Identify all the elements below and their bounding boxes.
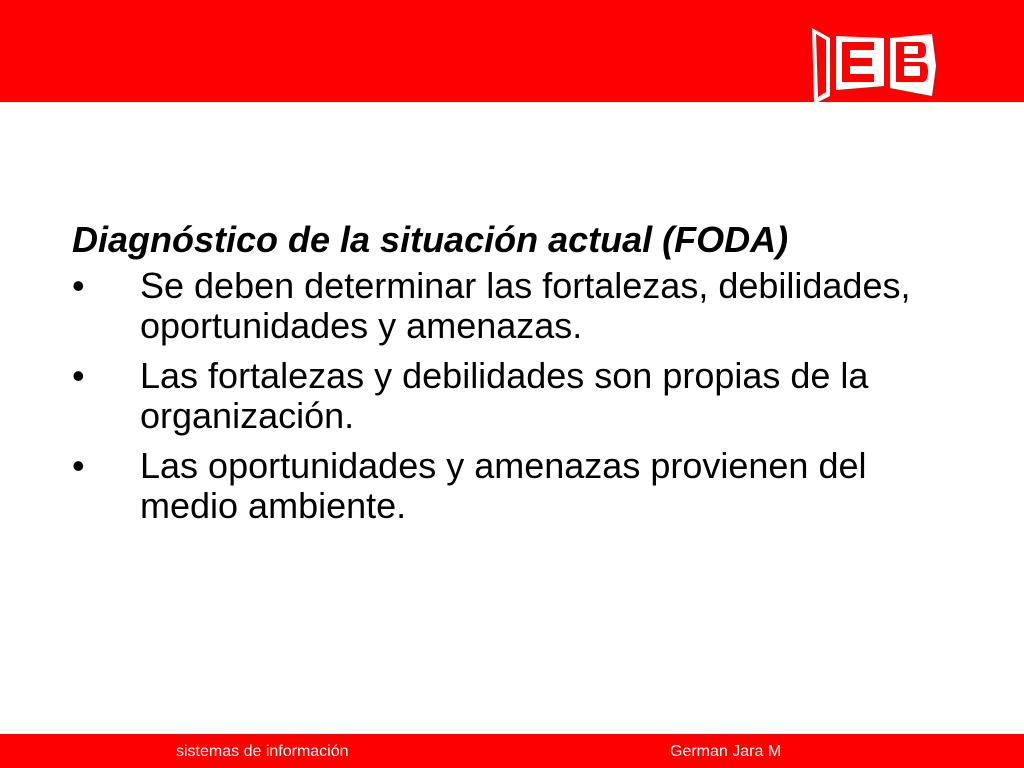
bullet-text: Se deben determinar las fortalezas, debilidades, oportunidades y amenazas. xyxy=(140,265,911,346)
bullet-list xyxy=(72,266,972,526)
slide-content xyxy=(72,218,972,536)
bullet-item xyxy=(72,446,972,526)
bullet-icon: • xyxy=(72,445,85,486)
bullet-text: Las oportunidades y amenazas provienen del medio ambiente. xyxy=(140,445,867,526)
footer-course-label: sistemas de información xyxy=(176,743,349,760)
footer-author-label: German Jara M xyxy=(670,743,782,760)
bullet-icon: • xyxy=(72,265,85,306)
bullet-icon: • xyxy=(72,355,85,396)
bullet-text: Las fortalezas y debilidades son propias de la organización. xyxy=(140,355,869,436)
footer-bar xyxy=(0,734,1024,768)
bullet-item xyxy=(72,356,972,436)
ieb-logo-icon xyxy=(808,26,940,106)
bullet-item xyxy=(72,266,972,346)
slide-heading: Diagnóstico de la situación actual (FODA) xyxy=(72,219,789,260)
